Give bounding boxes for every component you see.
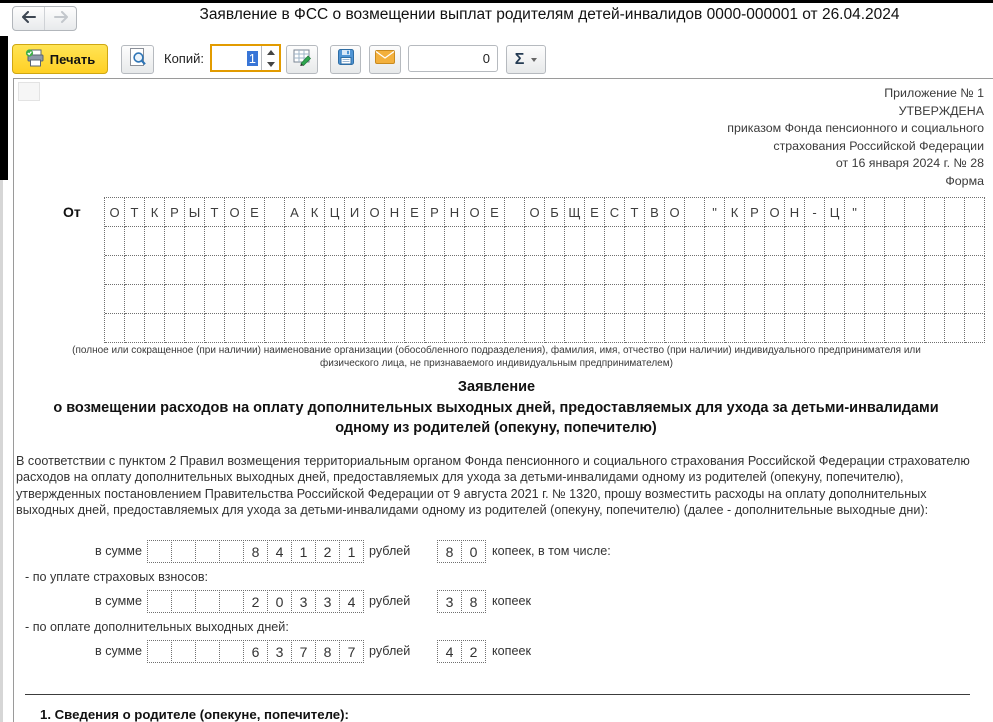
print-button-label: Печать [49,51,96,67]
org-grid-cell [185,256,205,285]
org-grid-cell [485,256,505,285]
digit-cell [219,590,244,613]
org-grid-cell [945,314,965,343]
org-grid-cell [625,285,645,314]
org-grid-cell: О [365,198,385,227]
org-grid-cell [885,285,905,314]
org-grid-cell: К [145,198,165,227]
org-grid-cell [445,256,465,285]
approval-line: приказом Фонда пенсионного и социального [727,121,984,135]
org-grid-cell [285,227,305,256]
sum-total-kop-cells [437,540,486,563]
org-grid-cell [565,285,585,314]
org-grid-cell: Р [165,198,185,227]
org-grid-cell [205,314,225,343]
org-grid-cell [865,198,885,227]
sum-days-label: в сумме [95,644,142,658]
org-grid-cell [265,227,285,256]
org-grid-cell [485,314,505,343]
org-grid-cell [145,227,165,256]
org-grid-cell [865,256,885,285]
org-grid-cell [705,285,725,314]
org-grid-cell [565,227,585,256]
org-grid-cell: К [305,198,325,227]
org-grid-cell [765,256,785,285]
org-grid-cell [285,285,305,314]
org-grid-cell [225,227,245,256]
sum-contrib-label: в сумме [95,594,142,608]
org-grid-cell [365,256,385,285]
org-grid-cell [525,227,545,256]
from-label: От [63,204,81,220]
org-grid-cell [185,314,205,343]
approval-line: от 16 января 2024 г. № 28 [835,156,984,170]
sum-contrib-rub-unit: рублей [369,594,411,608]
org-grid-cell: Б [545,198,565,227]
org-grid-cell [885,314,905,343]
org-grid-cell [785,314,805,343]
org-grid-cell [585,285,605,314]
digit-cell: 0 [267,590,292,613]
org-grid-cell [465,285,485,314]
org-grid-cell [365,314,385,343]
sum-total-rub-cells [147,540,364,563]
org-grid-cell: Ц [325,198,345,227]
org-grid-cell: Е [245,198,265,227]
org-grid-cell: О [665,198,685,227]
digit-cell [195,640,220,663]
org-grid-cell [825,285,845,314]
org-grid-cell: Т [205,198,225,227]
org-grid-cell [905,256,925,285]
org-grid-cell [345,227,365,256]
digit-cell: 6 [243,640,268,663]
org-grid-cell [145,256,165,285]
org-grid-cell [885,198,905,227]
org-grid-cell [545,285,565,314]
org-grid-cell: В [645,198,665,227]
org-grid-cell [865,314,885,343]
digit-cell: 1 [339,540,364,563]
org-grid-cell [305,227,325,256]
org-grid-cell [425,256,445,285]
org-grid-cell [625,256,645,285]
sum-total-label: в сумме [95,544,142,558]
org-grid-cell [505,227,525,256]
org-grid-cell [925,314,945,343]
org-grid-cell [325,227,345,256]
digit-cell: 8 [243,540,268,563]
org-grid-cell [285,314,305,343]
org-grid-cell [365,285,385,314]
digit-cell [171,640,196,663]
digit-cell: 1 [291,540,316,563]
org-grid-cell [785,227,805,256]
org-grid-cell [805,314,825,343]
org-grid-cell [925,256,945,285]
org-grid-cell [605,227,625,256]
org-grid-cell [745,227,765,256]
sum-total-rub-unit: рублей [369,544,411,558]
digit-cell: 2 [315,540,340,563]
org-grid-cell [245,256,265,285]
sum-contrib-rub-cells [147,590,364,613]
org-grid-cell [165,256,185,285]
org-grid-cell [925,285,945,314]
org-grid-cell: О [105,198,125,227]
org-grid-cell [105,227,125,256]
org-grid-cell [465,256,485,285]
org-grid-cell [265,314,285,343]
org-grid-cell [385,256,405,285]
digit-cell: 4 [437,640,462,663]
sum-days-rub-unit: рублей [369,644,411,658]
org-grid-cell [965,198,985,227]
org-grid-cell [385,227,405,256]
org-grid-cell: Ы [185,198,205,227]
org-grid-cell [125,285,145,314]
org-grid-cell [305,285,325,314]
org-grid-cell [125,256,145,285]
org-grid-cell: - [805,198,825,227]
sum-days-kop-cells [437,640,486,663]
org-grid-cell [645,256,665,285]
digit-cell [147,640,172,663]
org-grid-cell [845,227,865,256]
digit-cell: 0 [461,540,486,563]
org-grid-cell: Р [425,198,445,227]
org-grid-cell [385,314,405,343]
org-grid-cell: О [465,198,485,227]
digit-cell: 2 [461,640,486,663]
org-grid-cell [425,314,445,343]
org-grid-cell: О [525,198,545,227]
org-grid-cell [205,256,225,285]
org-grid-cell: Е [405,198,425,227]
org-grid-cell [685,198,705,227]
digit-cell [171,590,196,613]
org-grid-cell [165,227,185,256]
org-grid-cell [705,227,725,256]
org-grid-caption: (полное или сокращенное (при наличии) наименование организации (обособленного подразделения), фамилия, имя, отчество (при наличии) индивидуального предпринимателя или физического лица, не признаваемого индивидуальным предпринимателем) [72,345,921,369]
org-grid-cell [225,285,245,314]
org-grid-cell [525,285,545,314]
sum-days-caption: - по оплате дополнительных выходных дней: [25,620,289,634]
org-grid-cell: Р [745,198,765,227]
digit-cell: 8 [315,640,340,663]
org-grid-cell [365,227,385,256]
org-grid-cell [845,285,865,314]
org-grid-cell [905,198,925,227]
org-grid-cell [105,256,125,285]
org-grid-cell [605,314,625,343]
org-grid-cell [505,314,525,343]
digit-cell: 3 [437,590,462,613]
digit-cell: 3 [267,640,292,663]
org-grid-cell [265,256,285,285]
org-grid-cell: Н [385,198,405,227]
org-grid-cell [465,227,485,256]
digit-cell [195,540,220,563]
org-grid-cell [825,256,845,285]
org-grid-cell [345,314,365,343]
org-grid-cell [805,256,825,285]
org-grid-cell [645,314,665,343]
org-grid-cell [945,227,965,256]
org-grid-cell [165,285,185,314]
org-grid-cell [625,227,645,256]
org-grid-cell: Е [585,198,605,227]
digit-cell: 8 [461,590,486,613]
org-grid-cell [245,285,265,314]
org-grid-cell [625,314,645,343]
org-grid-cell [205,285,225,314]
org-grid-cell [405,285,425,314]
org-grid-cell [485,285,505,314]
org-grid-cell: Н [785,198,805,227]
org-grid-cell [685,227,705,256]
org-grid-cell [945,256,965,285]
org-grid-cell [805,227,825,256]
digit-cell: 3 [315,590,340,613]
org-grid-cell [925,198,945,227]
org-grid-cell [225,314,245,343]
org-grid-cell [745,256,765,285]
org-grid-cell [285,256,305,285]
approval-line: Форма [945,173,984,188]
form-title: Заявление [457,379,536,395]
org-grid-cell [665,285,685,314]
org-grid-cell [545,256,565,285]
org-grid-cell [145,314,165,343]
digit-cell: 4 [267,540,292,563]
org-grid-cell: Ц [825,198,845,227]
form-subtitle: о возмещении расходов на оплату дополнительных выходных дней, предоставляемых для ухода за детьми-инвалидами одному из родителей (опекуну, попечителю) [53,400,939,436]
approval-line: Приложение № 1 [884,86,984,100]
org-grid-cell [725,227,745,256]
org-grid-cell [185,285,205,314]
org-grid-cell [845,256,865,285]
org-grid-cell [705,256,725,285]
org-grid-cell [325,314,345,343]
approval-line: страхования Российской Федерации [773,138,984,153]
org-grid-cell [965,227,985,256]
org-grid-cell: О [765,198,785,227]
org-grid-cell: Н [445,198,465,227]
org-grid-cell: О [225,198,245,227]
org-grid-cell [725,314,745,343]
org-grid-cell [505,285,525,314]
org-grid-cell: К [725,198,745,227]
org-grid-cell [905,227,925,256]
section1-title: 1. Сведения о родителе (опекуне, попечителе): [40,707,349,722]
org-grid-cell [885,227,905,256]
org-grid-cell [245,227,265,256]
org-grid-cell [305,314,325,343]
approval-line: УТВЕРЖДЕНА [898,103,984,118]
org-grid-cell [525,256,545,285]
org-grid-cell [945,198,965,227]
org-grid-cell [685,314,705,343]
digit-cell: 2 [243,590,268,613]
org-grid-cell [665,314,685,343]
org-grid-cell [965,256,985,285]
org-grid-cell: И [345,198,365,227]
org-grid-cell [545,314,565,343]
org-grid-cell [445,314,465,343]
org-grid-cell: С [605,198,625,227]
org-grid-cell: Т [125,198,145,227]
org-grid-cell [445,285,465,314]
sum-total-kop-unit: копеек, в том числе: [492,544,611,558]
org-grid-cell: Е [485,198,505,227]
org-grid-cell [725,256,745,285]
org-grid-cell [565,314,585,343]
org-grid-cell [965,285,985,314]
sum-days-kop-unit: копеек [492,644,531,658]
org-grid-cell [845,314,865,343]
org-grid-cell [665,227,685,256]
org-grid-cell [885,256,905,285]
org-grid-cell [425,227,445,256]
org-grid-cell [245,314,265,343]
counter-value: 0 [482,51,490,66]
org-grid-cell [405,314,425,343]
org-grid-cell [425,285,445,314]
org-grid-cell [265,285,285,314]
org-grid-cell [345,256,365,285]
org-grid-cell [925,227,945,256]
digit-cell [195,590,220,613]
org-grid-cell [265,198,285,227]
org-grid-cell [765,285,785,314]
copies-value: 1 [248,50,256,66]
org-grid-cell [645,285,665,314]
org-grid-cell [585,227,605,256]
org-grid-cell: А [285,198,305,227]
sum-contrib-kop-cells [437,590,486,613]
org-grid-cell [205,227,225,256]
digit-cell: 4 [339,590,364,613]
org-grid-cell [325,285,345,314]
org-grid-cell [785,256,805,285]
org-grid-cell: Щ [565,198,585,227]
org-grid-cell [525,314,545,343]
org-grid-cell [585,256,605,285]
org-grid-cell [605,285,625,314]
sum-contrib-caption: - по уплате страховых взносов: [25,570,209,584]
org-grid-cell [865,285,885,314]
org-grid-cell: " [845,198,865,227]
org-grid-cell [765,314,785,343]
org-grid-cell [605,256,625,285]
org-grid-cell [865,227,885,256]
org-grid-cell [825,314,845,343]
approval-block [727,85,984,190]
org-grid-cell [545,227,565,256]
copies-label: Копий: [164,51,204,66]
org-grid-cell: Т [625,198,645,227]
org-grid-cell [785,285,805,314]
org-grid-cell [565,256,585,285]
org-grid-cell [805,285,825,314]
digit-cell: 3 [291,590,316,613]
org-grid-cell [765,227,785,256]
org-grid-cell [665,256,685,285]
org-grid-cell [405,227,425,256]
org-name-grid [104,197,985,343]
org-grid-cell [505,256,525,285]
org-grid-cell [345,285,365,314]
org-grid-cell [325,256,345,285]
sum-contrib-kop-unit: копеек [492,594,531,608]
org-grid-cell [305,256,325,285]
org-grid-cell [705,314,725,343]
org-grid-cell [905,285,925,314]
org-grid-cell [685,256,705,285]
sum-days-rub-cells [147,640,364,663]
digit-cell [147,590,172,613]
org-grid-cell [105,314,125,343]
org-grid-cell [145,285,165,314]
form-body-text: В соответствии с пунктом 2 Правил возмещения территориальным органом Фонда пенсионного и социального страхования Российской Федерации страхователю расходов на оплату дополнительных выходных дней, предоставляемых для ухода за детьми-инвалидами одному из родителей (опекуну, попечителю), утвержденных постановлением Правительства Российской Федерации от 9 августа 2021 г. № 1320, прошу возместить расходы на оплату дополнительных выходных дней, предоставляемых для ухода за детьми-инвалидами одному из родителей (опекуну, попечителю) (далее - дополнительные выходные дни): [16,454,970,518]
org-grid-cell [445,227,465,256]
org-grid-cell [105,285,125,314]
digit-cell: 7 [339,640,364,663]
section-divider [25,694,970,695]
org-grid-cell [125,227,145,256]
org-grid-cell [825,227,845,256]
org-grid-cell [585,314,605,343]
org-grid-cell [745,285,765,314]
sigma-icon: Σ [514,50,525,68]
org-grid-cell [125,314,145,343]
org-grid-cell [405,256,425,285]
org-grid-cell [385,285,405,314]
org-grid-cell [505,198,525,227]
digit-cell [171,540,196,563]
org-grid-cell [485,227,505,256]
org-grid-cell [165,314,185,343]
digit-cell: 8 [437,540,462,563]
org-grid-cell: " [705,198,725,227]
org-grid-cell [225,256,245,285]
digit-cell [219,640,244,663]
org-grid-cell [465,314,485,343]
org-grid-cell [965,314,985,343]
window-title: Заявление в ФСС о возмещении выплат родителям детей-инвалидов 0000-000001 от 26.04.2024 [199,6,900,23]
digit-cell: 7 [291,640,316,663]
digit-cell [147,540,172,563]
org-grid-cell [185,227,205,256]
org-grid-cell [685,285,705,314]
digit-cell [219,540,244,563]
org-grid-cell [745,314,765,343]
org-grid-cell [645,227,665,256]
org-grid-cell [945,285,965,314]
org-grid-cell [725,285,745,314]
org-grid-cell [905,314,925,343]
